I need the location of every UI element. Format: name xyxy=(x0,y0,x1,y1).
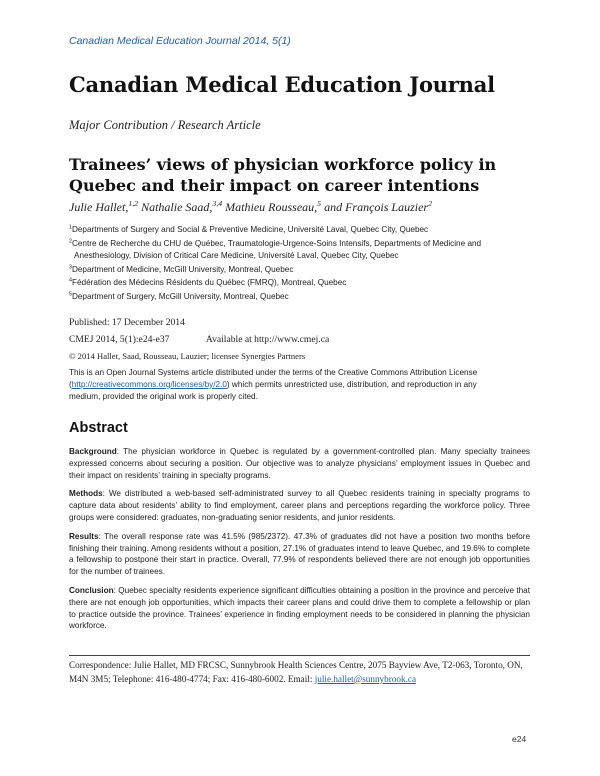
abstract-section-label: Methods xyxy=(69,489,103,499)
affiliation-list xyxy=(69,224,519,305)
abstract-section-label: Results xyxy=(69,531,99,541)
affiliation xyxy=(69,291,519,303)
author-affiliation-mark: 2 xyxy=(428,199,432,208)
page-number: e24 xyxy=(512,734,527,744)
license-line: This is an Open Journal Systems article distributed under the terms of the Creative Commons Attribution License xyxy=(69,368,478,377)
affiliation xyxy=(69,238,519,262)
affiliation-number: 3 xyxy=(69,263,72,270)
author-name: Julie Hallet, xyxy=(69,200,129,214)
author-affiliation-mark: 5 xyxy=(317,199,322,208)
affiliation-number: 2 xyxy=(69,237,72,244)
abstract-section-label: Background xyxy=(69,447,117,456)
citation-line xyxy=(69,334,529,351)
abstract-section-text: : The overall response rate was 41.5% (985/2372). 47.3% of graduates did not have a position two months before finishing their training. Among residents without a position, 27.1% of graduates intend to leave Quebec, and 19.6% to complete a fellowship to postpone their start in practice. Overall, 77.9% of respondents believed there are not enough job opportunities for the number of trainees. xyxy=(69,531,530,577)
abstract-results xyxy=(69,531,530,578)
author-conjunction: and xyxy=(324,200,343,214)
license-statement xyxy=(69,367,529,402)
abstract-heading: Abstract xyxy=(69,420,128,436)
abstract-conclusion xyxy=(69,585,530,632)
correspondence xyxy=(69,655,530,686)
affiliation-text: Fédération des Médecins Résidents du Québec (FMRQ), Montreal, Quebec xyxy=(71,278,347,288)
affiliation xyxy=(69,264,519,276)
license-text: ) which permits unrestricted use, distribution, and reproduction in any xyxy=(226,379,477,389)
paper-title xyxy=(69,154,539,196)
publication-info xyxy=(69,317,529,368)
published-date: Published: 17 December 2014 xyxy=(69,317,185,328)
affiliation-text-continued: Anesthesiology, Division of Critical Care Medicine, Université Laval, Quebec City, Quebec xyxy=(74,250,399,260)
affiliation xyxy=(69,224,519,236)
abstract-section-label: Conclusion xyxy=(69,585,114,595)
author-name: Mathieu Rousseau, xyxy=(225,200,318,214)
affiliation-text: Departments of Surgery and Social & Preventive Medicine, Université Laval, Quebec City, Quebec xyxy=(71,225,429,234)
correspondence-email-link[interactable]: julie.hallet@sunnybrook.ca xyxy=(314,673,417,684)
license-line: medium, provided the original work is properly cited. xyxy=(69,391,258,401)
author-affiliation-mark: 1,2 xyxy=(128,199,139,208)
paper-title-line: Trainees’ views of physician workforce policy in xyxy=(69,155,497,174)
abstract-body xyxy=(69,446,530,639)
license-url-link[interactable]: http://creativecommons.org/licenses/by/2.0 xyxy=(71,379,227,389)
affiliation-number: 4 xyxy=(69,277,72,284)
affiliation-text: Centre de Recherche du CHU de Québec, Traumatologie-Urgence-Soins Intensifs, Departments of Medicine and xyxy=(71,238,482,248)
author-name: François Lauzier xyxy=(345,200,429,214)
article-type: Major Contribution / Research Article xyxy=(69,118,261,132)
license-paren: ( xyxy=(69,379,72,389)
affiliation xyxy=(69,277,519,289)
affiliation-number: 1 xyxy=(69,224,72,231)
abstract-background xyxy=(69,446,530,481)
author-affiliation-mark: 3,4 xyxy=(212,199,223,208)
affiliation-text: Department of Surgery, McGill University, Montreal, Quebec xyxy=(71,292,289,302)
abstract-section-text: : Quebec specialty residents experience significant difficulties obtaining a position in the province and perceive that there are not enough job opportunities, which impacts their career plans and could drive them to complete a fellowship or plan to practice outside the province. Trainees’ experience in finding employment needs to be considered in planning the physician workforce. xyxy=(69,585,530,631)
author-name: Nathalie Saad, xyxy=(141,200,213,214)
availability-link[interactable]: Available at http://www.cmej.ca xyxy=(205,334,330,345)
abstract-methods xyxy=(69,488,530,523)
journal-title: Canadian Medical Education Journal xyxy=(69,72,495,97)
paper-title-line: Quebec and their impact on career intentions xyxy=(69,176,480,195)
abstract-section-text: : The physician workforce in Quebec is regulated by a government-controlled plan. Many specialty trainees expressed concerns about securing a position. Our objective was to analyze physicians’ employment issues in Quebec and their impact on residents’ training in specialty programs. xyxy=(69,447,530,480)
abstract-section-text: : We distributed a web-based self-administrated survey to all Quebec residents training in specialty programs to capture data about residents’ ability to find employment, career plans and perceptions regarding the workforce policy. Three groups were considered: graduates, non-graduating senior residents, and junior residents. xyxy=(69,489,530,522)
copyright: © 2014 Hallet, Saad, Rousseau, Lauzier; licensee Synergies Partners xyxy=(69,351,306,361)
author-list xyxy=(69,200,432,215)
running-head: Canadian Medical Education Journal 2014, 5(1) xyxy=(69,35,291,47)
license-line xyxy=(69,379,529,391)
affiliation-text: Department of Medicine, McGill University, Montreal, Quebec xyxy=(71,264,294,274)
affiliation-number: 5 xyxy=(69,291,72,298)
correspondence-text: Correspondence: Julie Hallet, MD FRCSC, Sunnybrook Health Sciences Centre, 2075 Bayview Ave, T2-063, Toronto, ON, M4N 3M5; Telephone: 416-480-4774; Fax: 416-480-6002. Email: xyxy=(69,660,523,684)
citation: CMEJ 2014, 5(1):e24-e37 xyxy=(69,334,170,345)
